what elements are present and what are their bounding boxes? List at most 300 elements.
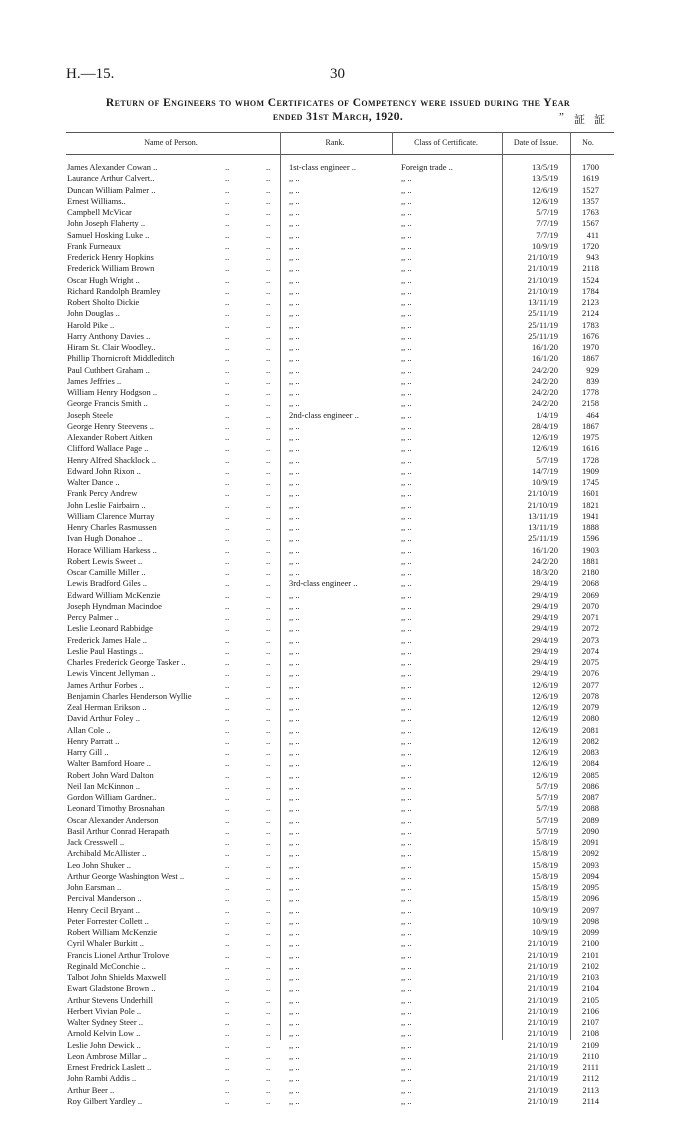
leader-dots: .. <box>225 657 230 667</box>
date-cell: 15/8/19 <box>532 882 558 892</box>
person-name: Joseph Hyndman Macindoe <box>67 600 162 611</box>
table-row <box>0 691 700 702</box>
certificate-number: 1728 <box>582 454 599 465</box>
date-cell: 29/4/19 <box>532 589 558 600</box>
rank-cell: ,, .. <box>289 1050 300 1061</box>
date-cell: 13/11/19 <box>528 297 558 307</box>
person-name: Laurance Arthur Calvert.. <box>67 173 155 184</box>
leader-dots: .. <box>225 915 230 926</box>
leader-dots: .. <box>225 623 230 634</box>
rank-cell: ,, .. <box>289 803 300 814</box>
certificate-number: 2158 <box>582 398 599 409</box>
date-cell: 21/10/19 <box>527 994 558 1005</box>
table-row <box>0 500 700 511</box>
rank-cell: ,, .. <box>289 1084 300 1095</box>
table-row <box>0 770 700 781</box>
leader-dots: .. <box>225 544 230 555</box>
leader-dots: .. <box>225 612 230 622</box>
rank-cell: ,, .. <box>289 195 300 206</box>
leader-dots: .. <box>266 285 271 296</box>
leader-dots: .. <box>266 882 271 892</box>
person-name: Frank Furneaux <box>67 240 122 251</box>
leader-dots: .. <box>225 645 230 656</box>
class-cell: ,, .. <box>401 567 412 577</box>
rank-cell: ,, .. <box>289 983 300 994</box>
class-cell: ,, .. <box>401 353 412 364</box>
certificate-number: 2084 <box>582 758 599 769</box>
person-name: James Arthur Forbes .. <box>67 679 144 690</box>
person-name: Henry Parratt .. <box>67 735 120 746</box>
table-row <box>0 398 700 409</box>
leader-dots: .. <box>225 285 230 296</box>
table-row <box>0 815 700 826</box>
person-name: Alexander Robert Aitken <box>67 432 153 442</box>
leader-dots: .. <box>266 1095 271 1106</box>
class-cell: ,, .. <box>401 465 412 476</box>
certificate-number: 2118 <box>582 263 599 274</box>
class-cell: ,, .. <box>401 510 412 521</box>
certificate-number: 2091 <box>582 837 599 847</box>
table-row <box>0 927 700 938</box>
date-cell: 21/10/19 <box>527 1028 558 1039</box>
leader-dots: .. <box>266 398 271 409</box>
column-header-rank: Rank. <box>325 138 345 147</box>
class-cell: ,, .. <box>401 837 412 847</box>
certificate-number: 1867 <box>582 353 599 364</box>
leader-dots: .. <box>225 747 230 757</box>
date-cell: 24/2/20 <box>532 555 558 566</box>
leader-dots: .. <box>225 207 230 217</box>
leader-dots: .. <box>266 690 271 701</box>
leader-dots: .. <box>266 724 271 735</box>
class-cell: ,, .. <box>401 724 412 735</box>
leader-dots: .. <box>225 555 230 566</box>
rank-cell: ,, .. <box>289 1095 300 1106</box>
certificate-number: 1596 <box>582 533 599 544</box>
table-row <box>0 578 700 589</box>
leader-dots: .. <box>266 195 271 206</box>
certificate-number: 2113 <box>582 1084 599 1095</box>
table-row <box>0 421 700 432</box>
column-divider <box>392 132 393 154</box>
leader-dots: .. <box>225 780 230 791</box>
person-name: Percival Manderson .. <box>67 893 142 904</box>
person-name: Arthur George Washington West .. <box>67 870 185 881</box>
rank-cell: ,, .. <box>289 488 300 499</box>
person-name: Walter Sydney Steer .. <box>67 1017 144 1027</box>
leader-dots: .. <box>266 623 271 634</box>
person-name: John Earsman .. <box>67 882 122 892</box>
leader-dots: .. <box>266 848 271 859</box>
person-name: Jack Cresswell .. <box>67 837 125 847</box>
certificate-number: 2076 <box>582 668 599 679</box>
person-name: Oscar Hugh Wright .. <box>67 274 140 285</box>
leader-dots: .. <box>266 792 271 802</box>
person-name: James Jeffries .. <box>67 375 122 386</box>
person-name: Hiram St. Clair Woodley.. <box>67 342 156 352</box>
leader-dots: .. <box>225 477 230 487</box>
person-name: Frank Percy Andrew <box>67 488 138 499</box>
date-cell: 29/4/19 <box>532 634 558 645</box>
rank-cell: ,, .. <box>289 735 300 746</box>
leader-dots: .. <box>266 319 271 330</box>
certificate-number: 2105 <box>582 994 599 1005</box>
person-name: Samuel Hosking Luke .. <box>67 229 150 240</box>
rank-cell: ,, .. <box>289 893 300 904</box>
leader-dots: .. <box>225 522 230 532</box>
certificate-number: 2180 <box>582 567 599 577</box>
leader-dots: .. <box>266 420 271 431</box>
table-row <box>0 916 700 927</box>
certificate-number: 1745 <box>582 477 599 487</box>
leader-dots: .. <box>225 960 230 971</box>
date-cell: 10/9/19 <box>532 240 558 251</box>
leader-dots: .. <box>266 915 271 926</box>
leader-dots: .. <box>266 747 271 757</box>
rank-cell: ,, .. <box>289 544 300 555</box>
leader-dots: .. <box>225 972 230 982</box>
leader-dots: .. <box>225 927 230 937</box>
rank-cell: ,, .. <box>289 229 300 240</box>
engineers-table-body <box>0 162 700 1107</box>
leader-dots: .. <box>225 319 230 330</box>
person-name: Walter Dance .. <box>67 477 120 487</box>
table-row <box>0 938 700 949</box>
table-row <box>0 905 700 916</box>
class-cell: ,, .. <box>401 522 412 532</box>
person-name: Joseph Steele <box>67 409 114 420</box>
rank-cell: ,, .. <box>289 758 300 769</box>
leader-dots: .. <box>266 432 271 442</box>
person-name: Basil Arthur Conrad Herapath <box>67 825 170 836</box>
table-row <box>0 376 700 387</box>
leader-dots: .. <box>225 454 230 465</box>
rank-cell: ,, .. <box>289 724 300 735</box>
certificate-number: 464 <box>586 409 599 420</box>
table-row <box>0 871 700 882</box>
class-cell: ,, .. <box>401 218 412 229</box>
rank-cell: ,, .. <box>289 218 300 229</box>
person-name: Henry Alfred Shacklock .. <box>67 454 156 465</box>
certificate-number: 2096 <box>582 893 599 904</box>
class-cell: ,, .. <box>401 623 412 634</box>
leader-dots: .. <box>266 893 271 904</box>
person-name: Reginald McConchie .. <box>67 960 146 971</box>
table-row <box>0 893 700 904</box>
leader-dots: .. <box>225 904 230 915</box>
class-cell: ,, .. <box>401 1005 412 1016</box>
table-row <box>0 218 700 229</box>
class-cell: ,, .. <box>401 229 412 240</box>
leader-dots: .. <box>266 342 271 352</box>
class-cell: ,, .. <box>401 589 412 600</box>
date-cell: 21/10/19 <box>527 285 558 296</box>
table-row <box>0 1073 700 1084</box>
table-row <box>0 860 700 871</box>
table-top-rule <box>66 132 614 133</box>
rank-cell: ,, .. <box>289 533 300 544</box>
table-row <box>0 162 700 173</box>
certificate-number: 2103 <box>582 972 599 982</box>
leader-dots: .. <box>225 173 230 184</box>
certificate-number: 2088 <box>582 803 599 814</box>
certificate-number: 1909 <box>582 465 599 476</box>
table-row <box>0 1096 700 1107</box>
class-cell: ,, .. <box>401 1028 412 1039</box>
certificate-number: 1784 <box>582 285 599 296</box>
leader-dots: .. <box>225 398 230 409</box>
leader-dots: .. <box>266 702 271 712</box>
leader-dots: .. <box>266 387 271 397</box>
certificate-number: 2085 <box>582 769 599 780</box>
leader-dots: .. <box>266 488 271 499</box>
certificate-number: 2089 <box>582 814 599 825</box>
rank-cell: ,, .. <box>289 994 300 1005</box>
date-cell: 21/10/19 <box>527 499 558 510</box>
table-row <box>0 713 700 724</box>
rank-cell: ,, .. <box>289 634 300 645</box>
stamp-mark: 証 <box>574 114 585 126</box>
person-name: Leslie Leonard Rabbidge <box>67 623 153 634</box>
class-cell: ,, .. <box>401 747 412 757</box>
class-cell: ,, .. <box>401 870 412 881</box>
table-row <box>0 173 700 184</box>
date-cell: 21/10/19 <box>527 1073 558 1084</box>
rank-cell: ,, .. <box>289 668 300 679</box>
class-cell: ,, .. <box>401 735 412 746</box>
table-row <box>0 207 700 218</box>
person-name: Richard Randolph Bramley <box>67 285 161 296</box>
rank-cell: ,, .. <box>289 308 300 319</box>
leader-dots: .. <box>225 837 230 847</box>
leader-dots: .. <box>266 1062 271 1072</box>
leader-dots: .. <box>225 240 230 251</box>
leader-dots: .. <box>266 960 271 971</box>
date-cell: 5/7/19 <box>536 454 558 465</box>
person-name: Leslie John Dewick .. <box>67 1039 141 1050</box>
certificate-number: 2086 <box>582 780 599 791</box>
person-name: Ernest Williams.. <box>67 195 126 206</box>
leader-dots: .. <box>225 1005 230 1016</box>
table-row <box>0 623 700 634</box>
leader-dots: .. <box>266 679 271 690</box>
date-cell: 5/7/19 <box>536 792 558 802</box>
certificate-number: 2112 <box>582 1073 599 1084</box>
certificate-number: 2124 <box>582 308 599 319</box>
rank-cell: ,, .. <box>289 510 300 521</box>
leader-dots: .. <box>225 600 230 611</box>
certificate-number: 1616 <box>582 443 599 454</box>
leader-dots: .. <box>225 668 230 679</box>
certificate-number: 839 <box>586 375 599 386</box>
certificate-number: 2068 <box>582 578 599 589</box>
table-row <box>0 950 700 961</box>
leader-dots: .. <box>225 882 230 892</box>
date-cell: 25/11/19 <box>528 308 558 319</box>
leader-dots: .. <box>225 330 230 341</box>
rank-cell: ,, .. <box>289 792 300 802</box>
leader-dots: .. <box>225 499 230 510</box>
date-cell: 12/6/19 <box>532 184 558 195</box>
leader-dots: .. <box>266 1073 271 1084</box>
date-cell: 21/10/19 <box>527 983 558 994</box>
certificate-number: 2070 <box>582 600 599 611</box>
leader-dots: .. <box>266 668 271 679</box>
class-cell: Foreign trade .. <box>401 162 453 172</box>
leader-dots: .. <box>266 510 271 521</box>
table-row <box>0 668 700 679</box>
person-name: Lewis Vincent Jellyman .. <box>67 668 156 679</box>
class-cell: ,, .. <box>401 848 412 859</box>
date-cell: 15/8/19 <box>532 893 558 904</box>
table-row <box>0 1051 700 1062</box>
leader-dots: .. <box>225 443 230 454</box>
leader-dots: .. <box>266 612 271 622</box>
leader-dots: .. <box>266 837 271 847</box>
rank-cell: ,, .. <box>289 173 300 184</box>
class-cell: ,, .. <box>401 263 412 274</box>
class-cell: ,, .. <box>401 927 412 937</box>
certificate-number: 2082 <box>582 735 599 746</box>
certificate-number: 2110 <box>582 1050 599 1061</box>
leader-dots: .. <box>266 1028 271 1039</box>
date-cell: 13/5/19 <box>532 162 558 172</box>
class-cell: ,, .. <box>401 1084 412 1095</box>
leader-dots: .. <box>266 465 271 476</box>
leader-dots: .. <box>225 308 230 319</box>
date-cell: 12/6/19 <box>532 195 558 206</box>
date-cell: 13/11/19 <box>528 522 558 532</box>
table-header <box>0 138 700 152</box>
leader-dots: .. <box>225 859 230 870</box>
table-row <box>0 702 700 713</box>
person-name: Ewart Gladstone Brown .. <box>67 983 156 994</box>
class-cell: ,, .. <box>401 555 412 566</box>
class-cell: ,, .. <box>401 938 412 949</box>
person-name: Robert Sholto Dickie <box>67 297 140 307</box>
certificate-number: 2080 <box>582 713 599 724</box>
rank-cell: ,, .. <box>289 567 300 577</box>
table-row <box>0 353 700 364</box>
rank-cell: ,, .. <box>289 1039 300 1050</box>
class-cell: ,, .. <box>401 375 412 386</box>
date-cell: 21/10/19 <box>527 274 558 285</box>
table-row <box>0 185 700 196</box>
certificate-number: 1567 <box>582 218 599 229</box>
leader-dots: .. <box>266 555 271 566</box>
leader-dots: .. <box>225 252 230 262</box>
class-cell: ,, .. <box>401 1073 412 1084</box>
leader-dots: .. <box>266 173 271 184</box>
table-row <box>0 477 700 488</box>
rank-cell: ,, .. <box>289 297 300 307</box>
leader-dots: .. <box>225 353 230 364</box>
person-name: Duncan William Palmer .. <box>67 184 156 195</box>
certificate-number: 2095 <box>582 882 599 892</box>
rank-cell: ,, .. <box>289 398 300 409</box>
leader-dots: .. <box>266 814 271 825</box>
person-name: Peter Forrester Collett .. <box>67 915 149 926</box>
person-name: Harold Pike .. <box>67 319 115 330</box>
rank-cell: ,, .. <box>289 1017 300 1027</box>
leader-dots: .. <box>266 600 271 611</box>
certificate-number: 2100 <box>582 938 599 949</box>
certificate-number: 1970 <box>582 342 599 352</box>
class-cell: ,, .. <box>401 634 412 645</box>
table-row <box>0 803 700 814</box>
class-cell: ,, .. <box>401 454 412 465</box>
date-cell: 21/10/19 <box>527 960 558 971</box>
class-cell: ,, .. <box>401 578 412 589</box>
class-cell: ,, .. <box>401 285 412 296</box>
certificate-number: 2104 <box>582 983 599 994</box>
person-name: Henry Charles Rasmussen <box>67 522 157 532</box>
certificate-number: 2111 <box>582 1062 599 1072</box>
leader-dots: .. <box>266 589 271 600</box>
certificate-number: 1867 <box>582 420 599 431</box>
leader-dots: .. <box>225 218 230 229</box>
date-cell: 16/1/20 <box>532 342 558 352</box>
person-name: Phillip Thornicroft Middleditch <box>67 353 175 364</box>
rank-cell: ,, .. <box>289 837 300 847</box>
class-cell: ,, .. <box>401 915 412 926</box>
rank-cell: ,, .. <box>289 1073 300 1084</box>
leader-dots: .. <box>266 353 271 364</box>
leader-dots: .. <box>225 758 230 769</box>
date-cell: 13/5/19 <box>532 173 558 184</box>
leader-dots: .. <box>266 1084 271 1095</box>
leader-dots: .. <box>225 184 230 195</box>
table-row <box>0 1017 700 1028</box>
certificate-number: 1888 <box>582 522 599 532</box>
leader-dots: .. <box>225 420 230 431</box>
person-name: William Clarence Murray <box>67 510 155 521</box>
person-name: Charles Frederick George Tasker .. <box>67 657 186 667</box>
person-name: Edward John Rixon .. <box>67 465 141 476</box>
table-row <box>0 297 700 308</box>
class-cell: ,, .. <box>401 803 412 814</box>
certificate-number: 1527 <box>582 184 599 195</box>
rank-cell: ,, .. <box>289 1005 300 1016</box>
date-cell: 10/9/19 <box>532 915 558 926</box>
table-row <box>0 972 700 983</box>
class-cell: ,, .. <box>401 893 412 904</box>
leader-dots: .. <box>266 859 271 870</box>
date-cell: 21/10/19 <box>527 488 558 499</box>
leader-dots: .. <box>225 342 230 352</box>
class-cell: ,, .. <box>401 657 412 667</box>
rank-cell: ,, .. <box>289 848 300 859</box>
certificate-number: 2071 <box>582 612 599 622</box>
leader-dots: .. <box>266 1017 271 1027</box>
rank-cell: ,, .. <box>289 342 300 352</box>
leader-dots: .. <box>266 207 271 217</box>
leader-dots: .. <box>266 454 271 465</box>
leader-dots: .. <box>225 938 230 949</box>
leader-dots: .. <box>225 769 230 780</box>
date-cell: 25/11/19 <box>528 319 558 330</box>
table-row <box>0 275 700 286</box>
class-cell: ,, .. <box>401 792 412 802</box>
leader-dots: .. <box>266 274 271 285</box>
class-cell: ,, .. <box>401 409 412 420</box>
certificate-number: 2078 <box>582 690 599 701</box>
rank-cell: ,, .. <box>289 274 300 285</box>
date-cell: 12/6/19 <box>532 747 558 757</box>
date-cell: 24/2/20 <box>532 398 558 409</box>
class-cell: ,, .. <box>401 600 412 611</box>
table-row <box>0 342 700 353</box>
